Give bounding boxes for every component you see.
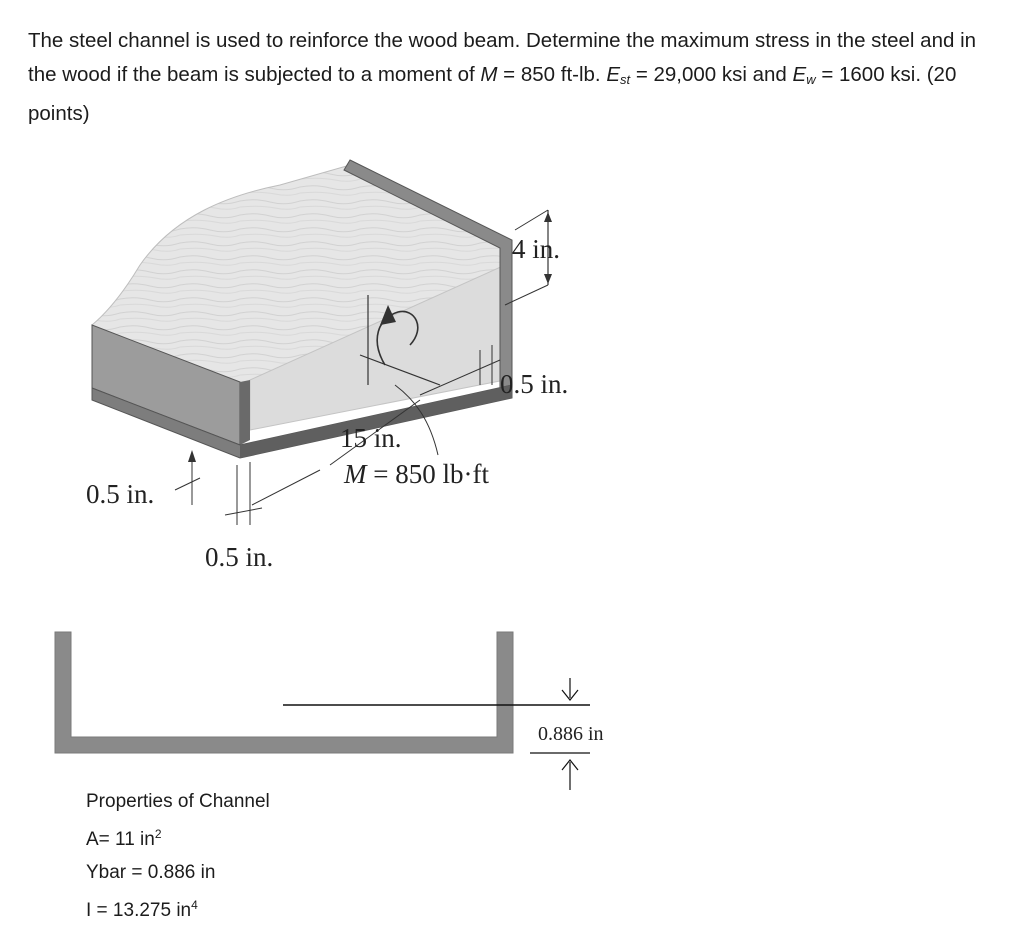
problem-text-3: = 29,000 ksi and	[630, 63, 793, 86]
dim-15in: 15 in.	[340, 423, 402, 453]
moment-symbol: M	[480, 63, 498, 86]
ybar-dimension: 0.886 in	[538, 723, 604, 745]
channel-cross-section	[55, 632, 513, 753]
property-inertia: I = 13.275 $in^4$	[86, 898, 198, 921]
properties-title: Properties of Channel	[86, 791, 270, 812]
est-symbol: E	[606, 63, 620, 86]
channel-properties	[86, 785, 270, 927]
problem-text-4: = 1600 ksi. (20 points)	[28, 63, 957, 125]
est-subscript: st	[620, 72, 631, 87]
ew-symbol: E	[792, 63, 807, 86]
problem-text-2: = 850 ft-lb.	[497, 63, 607, 86]
steel-left-flange-edge	[240, 380, 250, 445]
dim-0-5in-right: 0.5 in.	[500, 369, 569, 399]
property-ybar: Ybar = 0.886 in	[86, 862, 216, 883]
ew-subscript: w	[806, 72, 816, 87]
property-area: A= 11 $in^2$	[86, 827, 162, 850]
dim-0-5in-bottom: 0.5 in.	[205, 542, 274, 572]
dim-4in: 4 in.	[512, 234, 561, 264]
dim-0-5in-left: 0.5 in.	[86, 479, 155, 509]
problem-text-1: The steel channel is used to reinforce the wood beam. Determine the maximum stress in the steel and in the wood if the beam is subjected to a moment of	[28, 29, 977, 86]
moment-label: M = 850 lb·ft	[344, 459, 489, 489]
